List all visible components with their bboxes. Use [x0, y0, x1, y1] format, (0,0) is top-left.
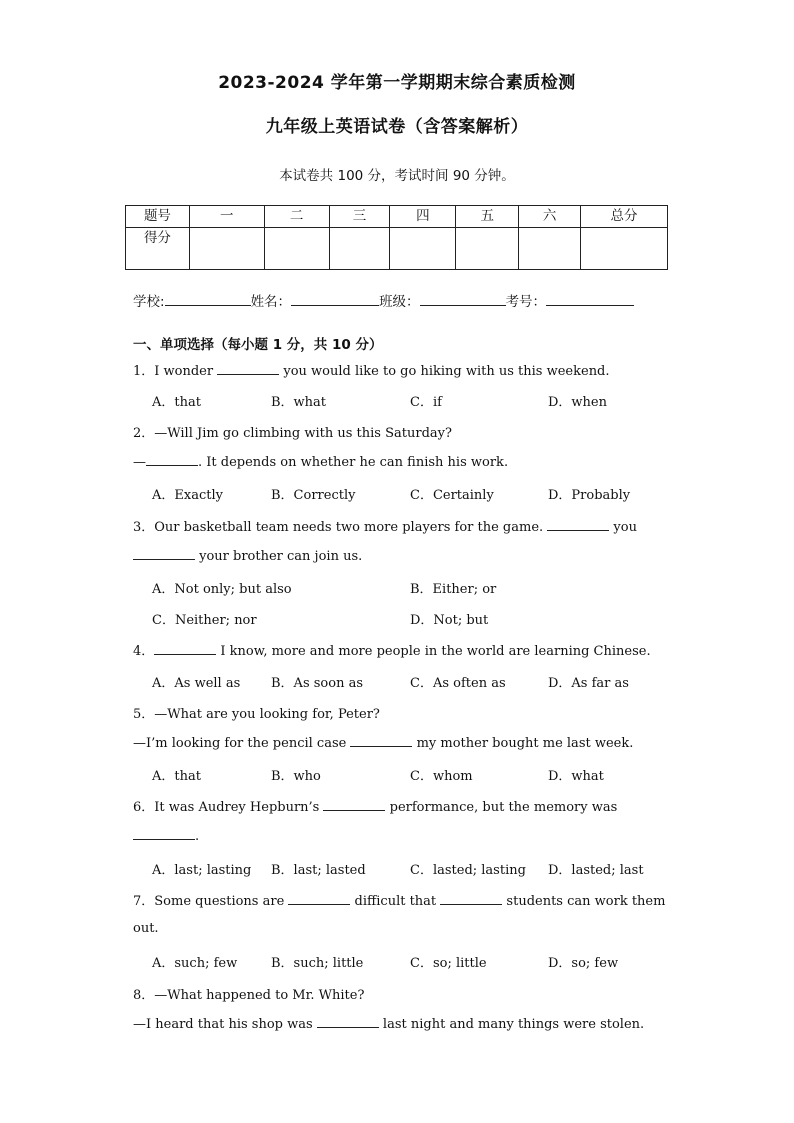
question-text: out.: [133, 921, 159, 936]
question-text: 4．: [133, 644, 155, 659]
score-cell[interactable]: [329, 228, 390, 270]
option-d[interactable]: D．what: [548, 769, 604, 784]
answer-blank[interactable]: [350, 734, 412, 747]
option-a[interactable]: A．Not only; but also: [152, 582, 292, 597]
question-text: last night and many things were stolen.: [378, 1017, 645, 1032]
question-text: my mother bought me last week.: [412, 736, 634, 751]
exam-no-field[interactable]: [546, 291, 634, 306]
score-table-header-row: [126, 206, 668, 228]
exam-title-line1: 2023-2024 学年第一学期期末综合素质检测: [218, 73, 576, 93]
option-c[interactable]: C．whom: [410, 769, 473, 784]
question-4-line: [133, 640, 651, 659]
question-6-options: [152, 859, 712, 877]
option-c[interactable]: C．lasted; lasting: [410, 863, 526, 878]
question-2-options: [152, 484, 712, 502]
question-3-line: [133, 516, 637, 535]
option-c[interactable]: C．if: [410, 395, 442, 410]
section-heading: 一、单项选择（每小题 1 分，共 10 分）: [133, 337, 383, 353]
option-b[interactable]: B．last; lasted: [271, 863, 366, 878]
question-6-line: [133, 827, 199, 844]
option-b[interactable]: B．As soon as: [271, 676, 363, 691]
answer-blank[interactable]: [154, 642, 216, 655]
question-8-line: [133, 1015, 644, 1032]
name-label: 姓名：: [250, 294, 292, 310]
name-field[interactable]: [291, 291, 379, 306]
option-a[interactable]: A．As well as: [152, 676, 241, 691]
question-text: 6．It was Audrey Hepburn’s: [133, 800, 324, 815]
answer-blank[interactable]: [133, 547, 195, 560]
score-header-cell: 题号: [126, 206, 190, 228]
option-b[interactable]: B．what: [271, 395, 327, 410]
option-c[interactable]: C．As often as: [410, 676, 506, 691]
question-3-options: [152, 609, 712, 627]
question-text: I know, more and more people in the world are learning Chinese.: [216, 644, 651, 659]
score-header-cell: 四: [390, 206, 456, 228]
answer-blank[interactable]: [288, 892, 350, 905]
score-cell[interactable]: [456, 228, 519, 270]
question-5-line: [133, 703, 380, 722]
option-c[interactable]: C．Certainly: [410, 488, 494, 503]
school-label: 学校:: [133, 294, 165, 310]
option-b[interactable]: B．who: [271, 769, 321, 784]
score-header-cell: 六: [519, 206, 581, 228]
score-header-cell: 总分: [581, 206, 668, 228]
question-text: your brother can join us.: [195, 549, 363, 564]
answer-blank[interactable]: [217, 362, 279, 375]
score-cell[interactable]: [189, 228, 264, 270]
question-7-line: [133, 890, 665, 909]
question-text: . It depends on whether he can finish his work.: [198, 455, 509, 470]
question-text: students can work them: [502, 894, 666, 909]
answer-blank[interactable]: [317, 1015, 379, 1028]
option-d[interactable]: D．when: [548, 395, 607, 410]
question-text: 7．Some questions are: [133, 894, 289, 909]
option-d[interactable]: D．As far as: [548, 676, 629, 691]
question-text: 3．Our basketball team needs two more players for the game.: [133, 520, 548, 535]
student-info-line: [133, 290, 634, 310]
score-cell[interactable]: [390, 228, 456, 270]
option-a[interactable]: A．Exactly: [152, 488, 223, 503]
exam-no-label: 考号：: [505, 294, 547, 310]
question-1-options: [152, 391, 712, 409]
exam-title-line2: 九年级上英语试卷（含答案解析）: [265, 117, 529, 137]
school-field[interactable]: [165, 291, 251, 306]
score-header-cell: 二: [264, 206, 329, 228]
question-3-line: [133, 547, 362, 564]
question-text: 1．I wonder: [133, 364, 218, 379]
option-a[interactable]: A．such; few: [152, 956, 238, 971]
score-cell[interactable]: [581, 228, 668, 270]
question-text: 5．—What are you looking for, Peter?: [133, 707, 380, 722]
option-d[interactable]: D．lasted; last: [548, 863, 644, 878]
question-text: —I’m looking for the pencil case: [133, 736, 351, 751]
question-text: 8．—What happened to Mr. White?: [133, 988, 365, 1003]
score-table-score-row: [126, 228, 668, 270]
answer-blank[interactable]: [547, 518, 609, 531]
option-a[interactable]: A．that: [152, 769, 201, 784]
question-text: .: [195, 829, 200, 844]
score-header-cell: 三: [329, 206, 390, 228]
option-d[interactable]: D．so; few: [548, 956, 619, 971]
option-c[interactable]: C．so; little: [410, 956, 487, 971]
option-c[interactable]: C．Neither; nor: [152, 613, 257, 628]
question-3-options: [152, 578, 712, 596]
question-text: 2．—Will Jim go climbing with us this Saturday?: [133, 426, 452, 441]
option-b[interactable]: B．Either; or: [410, 582, 497, 597]
question-7-line: [133, 921, 159, 936]
question-text: you would like to go hiking with us this weekend.: [279, 364, 610, 379]
option-d[interactable]: D．Not; but: [410, 613, 489, 628]
question-text: —I heard that his shop was: [133, 1017, 317, 1032]
option-a[interactable]: A．that: [152, 395, 201, 410]
question-text: —: [133, 455, 146, 470]
score-cell[interactable]: [264, 228, 329, 270]
class-label: 班级：: [379, 294, 420, 310]
answer-blank[interactable]: [440, 892, 502, 905]
question-4-options: [152, 672, 712, 690]
score-table: [125, 205, 668, 270]
option-b[interactable]: B．such; little: [271, 956, 364, 971]
question-7-options: [152, 952, 712, 970]
answer-blank[interactable]: [323, 798, 385, 811]
question-6-line: [133, 796, 617, 815]
score-cell[interactable]: [519, 228, 581, 270]
score-header-cell: 五: [456, 206, 519, 228]
question-5-options: [152, 765, 712, 783]
option-d[interactable]: D．Probably: [548, 488, 631, 503]
question-text: you: [609, 520, 637, 535]
class-field[interactable]: [420, 291, 506, 306]
question-1-line: [133, 360, 610, 379]
option-b[interactable]: B．Correctly: [271, 488, 356, 503]
question-8-line: [133, 984, 364, 1003]
question-2-line: [133, 422, 452, 441]
score-header-cell: 一: [189, 206, 264, 228]
question-text: performance, but the memory was: [385, 800, 618, 815]
option-a[interactable]: A．last; lasting: [152, 863, 252, 878]
question-5-line: [133, 734, 633, 751]
exam-intro: 本试卷共 100 分，考试时间 90 分钟。: [279, 168, 515, 184]
question-text: difficult that: [350, 894, 441, 909]
answer-blank[interactable]: [146, 453, 198, 466]
score-row-label: 得分: [126, 228, 190, 270]
question-2-line: [133, 453, 508, 470]
answer-blank[interactable]: [133, 827, 195, 840]
